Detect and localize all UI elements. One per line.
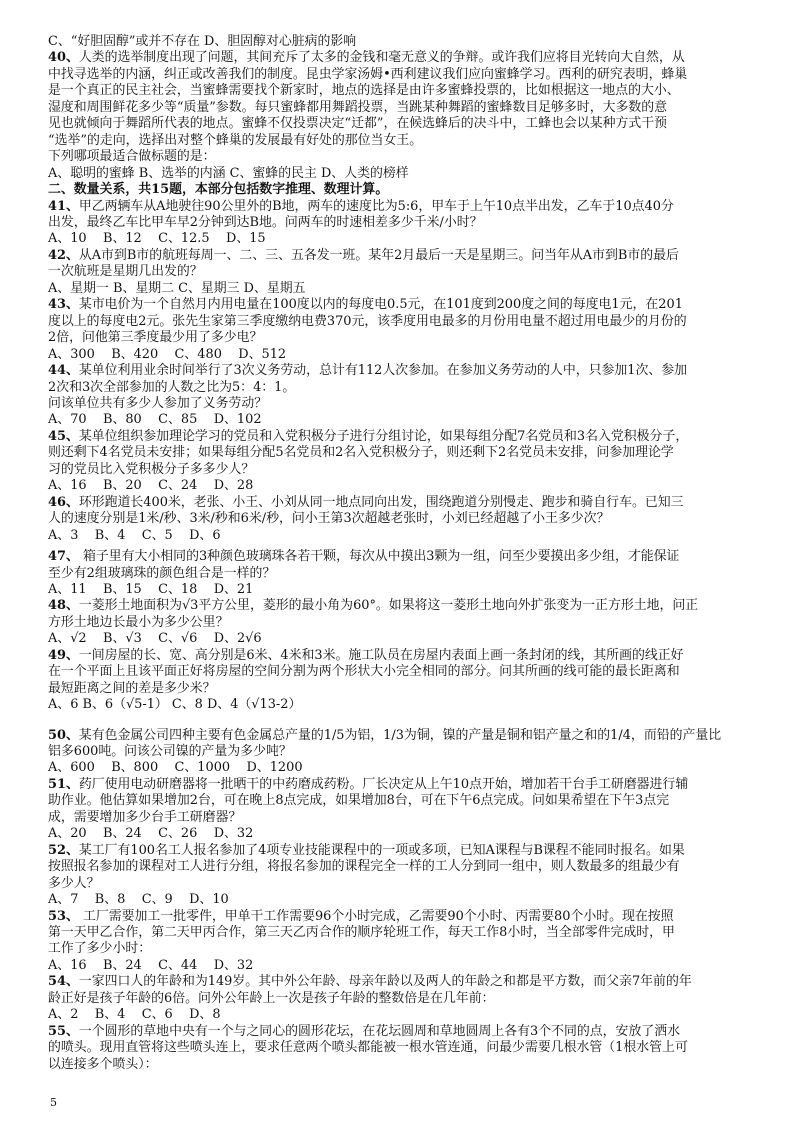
text-line [48, 826, 766, 842]
text-line [48, 681, 766, 697]
line-text: A、3 B、4 C、5 D、6 [48, 527, 221, 543]
question-number: 50、 [48, 727, 79, 743]
text-line [48, 166, 766, 182]
line-text: 一个圆形的草地中央有一个与之同心的圆形花坛，在花坛圆周和草地圆周上各有3个不同的点，安放了洒水 [78, 1023, 681, 1039]
question-line [48, 598, 766, 614]
text-line [48, 314, 766, 330]
section-heading [48, 182, 766, 198]
line-text: “选举”的走向，选择出对整个蜂巢的发展最有好处的那位当女王。 [48, 132, 423, 148]
line-text: A、600 B、800 C、1000 D、1200 [48, 760, 303, 776]
line-text: 从A市到B市的航班每周一、二、三、五各发一班。某年2月最后一天是星期三。问当年从A市到B市的最后 [78, 247, 679, 263]
question-line [48, 50, 766, 66]
text-line [48, 380, 766, 396]
question-line [48, 1024, 766, 1040]
line-text: 至少有2组玻璃珠的颜色组合是一样的？ [48, 565, 276, 581]
question-line [48, 429, 766, 445]
line-text: 人的速度分别是1米/秒、3米/秒和6米/秒，问小王第3次超越老张时，小刘已经超越了小王多少次？ [48, 511, 610, 527]
line-text: A、聪明的蜜蜂 B、选举的内涵 C、蜜蜂的民主 D、人类的榜样 [48, 165, 409, 181]
line-text: A、16 B、24 C、44 D、32 [48, 957, 254, 973]
text-line [48, 231, 766, 247]
text-line [48, 34, 766, 50]
question-number: 41、 [48, 198, 79, 214]
text-line [48, 760, 766, 776]
line-text: 下列哪项最适合做标题的是： [48, 149, 216, 165]
text-line [48, 744, 766, 760]
line-text: 第一天甲乙合作，第二天甲丙合作，第三天乙丙合作的顺序轮班工作，每天工作8小时，当全部零件完成时，甲 [48, 925, 675, 941]
question-line [48, 495, 766, 511]
line-text: 最短距离之间的差是多少米？ [48, 680, 216, 696]
text-line [48, 412, 766, 428]
line-text: 助作业。他估算如果增加2台，可在晚上8点完成，如果增加8台，可在下午6点完成。问如果希望在下午3点完 [48, 793, 670, 809]
text-line [48, 631, 766, 647]
line-text: 某单位组织参加理论学习的党员和入党积极分子进行分组讨论，如果每组分配7名党员和3名入党积极分子， [78, 428, 689, 444]
line-text: 铝多600吨。问该公司镍的产量为多少吨？ [48, 744, 292, 760]
line-text: A、星期一 B、星期二 C、星期三 D、星期五 [48, 280, 306, 296]
line-text: A、10 B、12 C、12.5 D、15 [48, 231, 266, 247]
text-line [48, 582, 766, 598]
line-text: A、70 B、80 C、85 D、102 [48, 412, 262, 428]
line-text: 是一个真正的民主社会，当蜜蜂需要找个新家时，地点的选择是由许多蜜蜂投票的，比如根据这一地点的大小、 [48, 83, 680, 99]
line-text: 工厂需要加工一批零件，甲单干工作需要96个小时完成，乙需要90个小时、丙需要80个小时。现在按照 [78, 908, 674, 924]
text-line [48, 133, 766, 149]
line-text: 某市电价为一个自然月内用电量在100度以内的每度电0.5元，在101度到200度之间的每度电1元，在201 [78, 297, 683, 313]
line-text: 人类的选举制度出现了问题，其间充斥了太多的金钱和毫无意义的争辩。或许我们应将目光转向大自然，从 [78, 50, 685, 66]
line-text: C、“好胆固醇”或并不存在 D、胆固醇对心脏病的影响 [48, 34, 357, 49]
question-line [48, 843, 766, 859]
line-text: 箱子里有大小相同的3种颜色玻璃珠各若干颗，每次从中摸出3颗为一组，问至少要摸出多少组，才能保证 [78, 549, 680, 565]
question-line [48, 549, 766, 565]
line-text: 则还剩下4名党员未安排；如果每组分配5名党员和2名入党积极分子，则还剩下2名党员未安排，问参加理论学 [48, 445, 674, 461]
text-line [48, 664, 766, 680]
question-line [48, 248, 766, 264]
line-text: 见也就倾向于舞蹈所代表的地点。蜜蜂不仅投票决定“迁都”，在候选蜂后的决斗中，工蜂也会以某种方式干预 [48, 116, 668, 132]
question-number: 40、 [48, 50, 79, 66]
text-line [48, 347, 766, 363]
question-number: 46、 [48, 494, 79, 510]
text-line [48, 566, 766, 582]
question-number: 47、 [48, 549, 79, 565]
line-text: 的喷头。现用直管将这些喷头连上，要求任意两个喷头都能被一根水管连通，问最少需要几根水管（1根水管上可 [48, 1040, 688, 1056]
line-text: 问该单位共有多少人参加了义务劳动？ [48, 395, 268, 411]
text-line [48, 149, 766, 165]
line-text: A、20 B、24 C、26 D、32 [48, 826, 254, 842]
text-line [48, 892, 766, 908]
line-text: 一菱形土地面积为√3平方公里，菱形的最小角为60°。如果将这一菱形土地向外扩张变为一正方形土地，问正 [78, 598, 699, 614]
line-text: 一家四口人的年龄和为149岁。其中外公年龄、母亲年龄以及两人的年龄之和都是平方数，而父亲7年前的年 [78, 974, 692, 990]
line-text: 甲乙两辆车从A地驶往90公里外的B地，两车的速度比为5:6，甲车于上午10点半出发，乙车于10点40分 [78, 198, 674, 214]
line-text: A、300 B、420 C、480 D、512 [48, 346, 287, 362]
document-body [48, 34, 766, 1073]
text-line [48, 876, 766, 892]
text-line [48, 478, 766, 494]
text-line [48, 1057, 766, 1073]
line-text: 多少人？ [48, 875, 100, 891]
text-line [48, 264, 766, 280]
line-text: 湿度和周围鲜花多少等“质量”参数。每只蜜蜂都用舞蹈投票，当跳某种舞蹈的蜜蜂数目足够多时，大多数的意 [48, 99, 668, 115]
line-text: 药厂使用电动研磨器将一批晒干的中药磨成药粉。厂长决定从上午10点开始，增加若干台手工研磨器进行辅 [78, 776, 689, 792]
line-text: A、7 B、8 C、9 D、10 [48, 892, 229, 908]
page-number: 5 [50, 1096, 57, 1109]
line-text: 某单位利用业余时间举行了3次义务劳动，总计有112人次参加。在参加义务劳动的人中，只参加1次、参加 [78, 363, 688, 379]
text-line [48, 1007, 766, 1023]
question-line [48, 648, 766, 664]
text-line [48, 810, 766, 826]
line-text: A、2 B、4 C、6 D、8 [48, 1007, 221, 1023]
question-line [48, 909, 766, 925]
line-text: A、16 B、20 C、24 D、28 [48, 478, 254, 494]
line-text: 一次航班是星期几出发的？ [48, 264, 203, 280]
text-line [48, 100, 766, 116]
line-text: 某有色金属公司四种主要有色金属总产量的1/5为铝，1/3为铜，镍的产量是铜和铝产量之和的1/4，而铅的产量比 [78, 727, 722, 743]
line-text: 出发，最终乙车比甲车早2分钟到达B地。问两车的时速相差多少千米/小时？ [48, 214, 483, 230]
question-number: 44、 [48, 363, 79, 379]
question-number: 45、 [48, 428, 79, 444]
question-line [48, 728, 766, 744]
question-number: 54、 [48, 974, 79, 990]
text-line [48, 941, 766, 957]
text-line [48, 281, 766, 297]
line-text: 成，需要增加多少台手工研磨器？ [48, 809, 242, 825]
question-number: 53、 [48, 908, 79, 924]
question-line [48, 297, 766, 313]
question-line [48, 974, 766, 990]
line-text: 2次和3次全部参加的人数之比为5：4：1。 [48, 379, 296, 395]
line-text: 以连接多个喷头）： [48, 1056, 158, 1072]
question-number: 43、 [48, 297, 79, 313]
question-line [48, 777, 766, 793]
line-text: 工作了多少小时： [48, 941, 152, 957]
line-text: 某工厂有100名工人报名参加了4项专业技能课程中的一项或多项，已知A课程与B课程不能同时报名。如果 [78, 842, 685, 858]
text-line [48, 83, 766, 99]
question-line [48, 363, 766, 379]
line-text: A、11 B、15 C、18 D、21 [48, 581, 254, 597]
line-text: 中找寻选举的内涵，纠正或改善我们的制度。昆虫学家汤姆•西利建议我们应向蜜蜂学习。西利的研究表明，蜂巢 [48, 66, 688, 82]
line-text: 2倍，问他第三季度最少用了多少电？ [48, 330, 263, 346]
line-text: 一间房屋的长、宽、高分别是6米、4米和3米。施工队员在房屋内表面上画一条封闭的线，其所画的线正好 [78, 647, 684, 663]
text-line [48, 859, 766, 875]
question-number: 48、 [48, 598, 79, 614]
line-text: 龄正好是孩子年龄的6倍。问外公年龄上一次是孩子年龄的整数倍是在几年前： [48, 990, 495, 1006]
text-line [48, 511, 766, 527]
text-line [48, 116, 766, 132]
text-line [48, 396, 766, 412]
text-line [48, 793, 766, 809]
line-text: 在一个平面上且该平面正好将房屋的空间分割为两个形状大小完全相同的部分。问其所画的线可能的最长距离和 [48, 664, 680, 680]
text-line [48, 615, 766, 631]
line-text: 按照报名参加的课程对工人进行分组，将报名参加的课程完全一样的工人分到同一组中，则人数最多的组最少有 [48, 859, 680, 875]
question-number: 51、 [48, 776, 79, 792]
text-line [48, 67, 766, 83]
text-line [48, 462, 766, 478]
text-line [48, 330, 766, 346]
line-text: 度以上的每度电2元。张先生家第三季度缴纳电费370元，该季度用电最多的月份用电量不超过用电最少的月份的 [48, 313, 687, 329]
question-line [48, 199, 766, 215]
line-text: A、√2 B、√3 C、√6 D、2√6 [48, 631, 262, 647]
question-number: 42、 [48, 247, 79, 263]
text-line [48, 958, 766, 974]
question-number: 55、 [48, 1023, 79, 1039]
line-text: 习的党员比入党积极分子多多少人？ [48, 461, 255, 477]
text-line [48, 697, 766, 713]
line-text: 环形跑道长400米，老张、小王、小刘从同一地点同向出发，围绕跑道分别慢走、跑步和骑自行车。已知三 [78, 494, 684, 510]
text-line [48, 445, 766, 461]
line-text: 方形土地边长最小为多少公里？ [48, 614, 229, 630]
line-text: A、6 B、6（√5-1） C、8 D、4（√13-2） [48, 697, 302, 713]
text-line [48, 925, 766, 941]
text-line [48, 1040, 766, 1056]
text-line [48, 215, 766, 231]
question-number: 52、 [48, 842, 79, 858]
question-number: 49、 [48, 647, 79, 663]
text-line [48, 528, 766, 544]
line-text: 二、数量关系，共15题，本部分包括数字推理、数理计算。 [48, 182, 389, 198]
text-line [48, 991, 766, 1007]
